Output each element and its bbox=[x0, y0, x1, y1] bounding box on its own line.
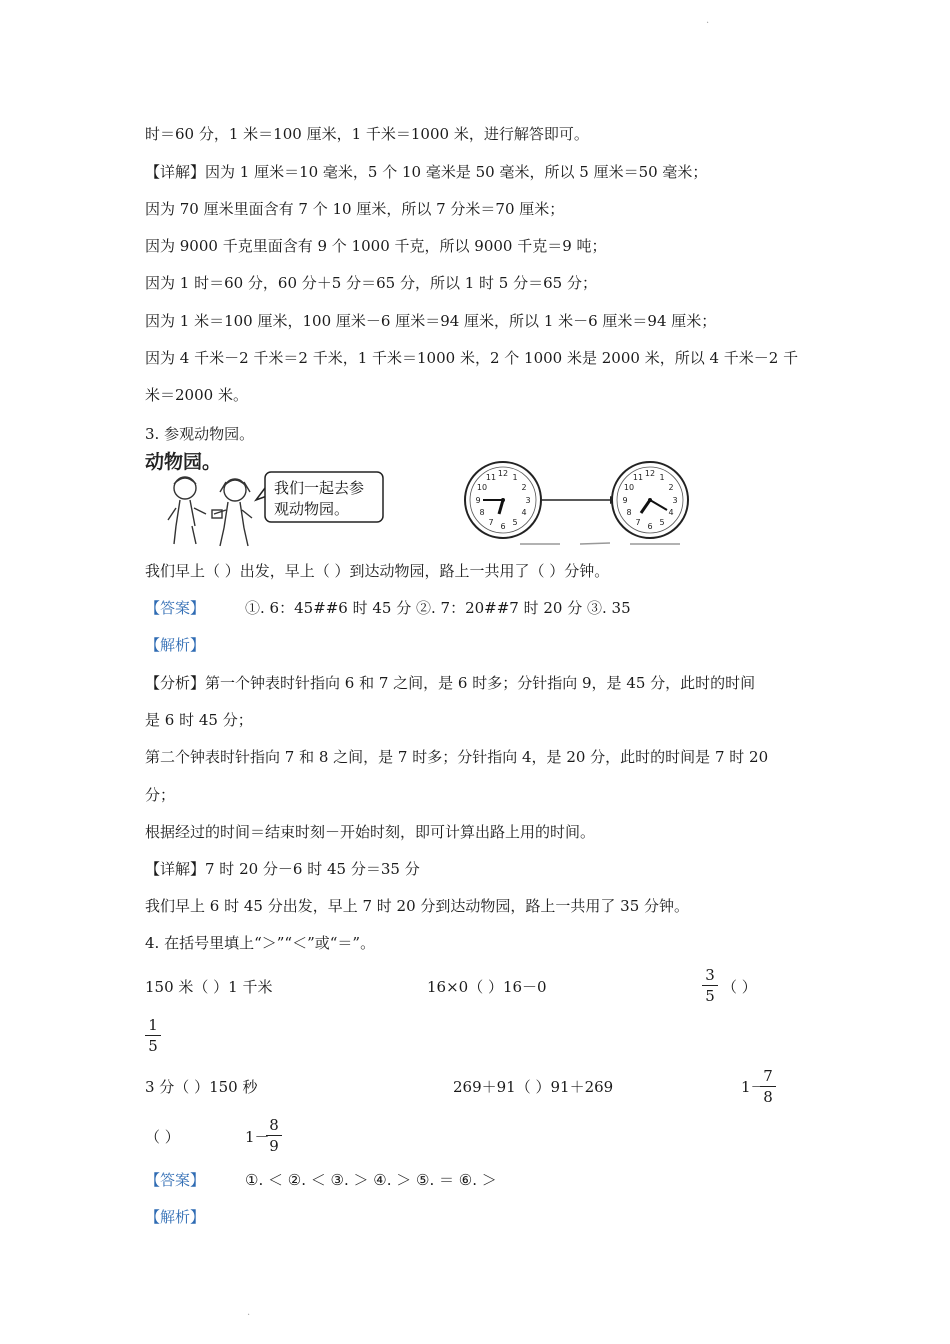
text-line: 分； bbox=[145, 786, 176, 804]
text-line: 因为 4 千米－2 千米＝2 千米，1 千米＝1000 米，2 个 1000 米是 2000 米，所以 4 千米－2 千 bbox=[145, 349, 799, 367]
compare-item-6-right: 1－ bbox=[245, 1128, 270, 1146]
text-line: 因为 1 米＝100 厘米，100 厘米－6 厘米＝94 厘米，所以 1 米－6 厘米＝94 厘米； bbox=[145, 312, 717, 330]
svg-text:6: 6 bbox=[500, 522, 506, 531]
svg-text:2: 2 bbox=[668, 483, 674, 492]
fraction-1-5 bbox=[145, 1016, 161, 1055]
svg-text:10: 10 bbox=[623, 483, 635, 492]
bubble-line-1: 我们一起去参 bbox=[274, 479, 365, 497]
svg-text:5: 5 bbox=[659, 518, 665, 527]
text-line: 因为 70 厘米里面含有 7 个 10 厘米，所以 7 分米＝70 厘米； bbox=[145, 200, 565, 218]
svg-text:4: 4 bbox=[668, 508, 674, 517]
svg-text:4: 4 bbox=[521, 508, 527, 517]
speech-bubble bbox=[256, 472, 383, 522]
scan-smudge bbox=[520, 543, 680, 544]
analysis-tag: 【解析】 bbox=[145, 1208, 206, 1226]
compare-item-5: 269＋91（ ）91＋269 bbox=[453, 1078, 614, 1096]
svg-text:12: 12 bbox=[644, 469, 656, 478]
fraction-numerator: 1 bbox=[148, 1016, 158, 1034]
bubble-line-2: 观动物园。 bbox=[274, 500, 350, 518]
fraction-denominator: 5 bbox=[148, 1037, 158, 1055]
compare-blank: （ ） bbox=[722, 978, 757, 996]
svg-text:1: 1 bbox=[512, 473, 518, 482]
text-line: 时＝60 分，1 米＝100 厘米，1 千米＝1000 米，进行解答即可。 bbox=[145, 125, 589, 143]
text-line: 【详解】因为 1 厘米＝10 毫米，5 个 10 毫米是 50 毫米，所以 5 厘米＝50 毫米； bbox=[145, 163, 708, 181]
svg-text:1: 1 bbox=[659, 473, 665, 482]
scan-mark: · bbox=[706, 18, 710, 29]
compare-item-2: 16×0（ ）16－0 bbox=[427, 978, 547, 996]
fraction-denominator: 8 bbox=[763, 1088, 773, 1106]
fraction-denominator: 9 bbox=[269, 1137, 279, 1155]
clock-1 bbox=[465, 462, 541, 538]
question-3-prompt: 我们早上（ ）出发，早上（ ）到达动物园，路上一共用了（ ）分钟。 bbox=[145, 562, 610, 580]
svg-text:11: 11 bbox=[632, 473, 644, 482]
scan-mark: · bbox=[247, 1310, 251, 1321]
text-line: 因为 1 时＝60 分，60 分＋5 分＝65 分，所以 1 时 5 分＝65 分； bbox=[145, 274, 597, 292]
clock-2 bbox=[612, 462, 688, 538]
svg-text:11: 11 bbox=[485, 473, 497, 482]
svg-text:9: 9 bbox=[475, 496, 481, 505]
svg-text:12: 12 bbox=[497, 469, 509, 478]
text-line: 【分析】第一个钟表时针指向 6 和 7 之间，是 6 时多；分针指向 9，是 45 分，此时的时间 bbox=[145, 674, 756, 692]
question-4-title: 4. 在括号里填上“＞”“＜”或“＝”。 bbox=[145, 934, 376, 952]
svg-text:5: 5 bbox=[512, 518, 518, 527]
heading-fragment: 动物园。 bbox=[145, 451, 222, 473]
text-line: 我们早上 6 时 45 分出发，早上 7 时 20 分到达动物园，路上一共用了 35 分钟。 bbox=[145, 897, 690, 915]
svg-text:8: 8 bbox=[479, 508, 485, 517]
compare-blank: （ ） bbox=[145, 1128, 180, 1146]
svg-text:9: 9 bbox=[622, 496, 628, 505]
zoo-figure bbox=[140, 448, 700, 553]
text-line: 因为 9000 千克里面含有 9 个 1000 千克，所以 9000 千克＝9 吨； bbox=[145, 237, 607, 255]
analysis-tag: 【解析】 bbox=[145, 636, 206, 654]
fraction-3-5 bbox=[702, 966, 718, 1005]
question-3-title: 3. 参观动物园。 bbox=[145, 425, 255, 443]
answer-text: ①. ＜ ②. ＜ ③. ＞ ④. ＞ ⑤. ＝ ⑥. ＞ bbox=[245, 1171, 497, 1189]
fraction-denominator: 5 bbox=[705, 987, 715, 1005]
svg-text:10: 10 bbox=[476, 483, 488, 492]
text-line: 米＝2000 米。 bbox=[145, 386, 248, 404]
children-illustration bbox=[168, 477, 252, 546]
svg-text:3: 3 bbox=[672, 496, 678, 505]
svg-text:7: 7 bbox=[635, 518, 641, 527]
text-line: 【详解】7 时 20 分－6 时 45 分＝35 分 bbox=[145, 860, 420, 878]
answer-text: ①. 6：45##6 时 45 分 ②. 7：20##7 时 20 分 ③. 35 bbox=[245, 599, 631, 617]
fraction-numerator: 7 bbox=[763, 1067, 773, 1085]
compare-item-4: 3 分（ ）150 秒 bbox=[145, 1078, 258, 1096]
svg-text:7: 7 bbox=[488, 518, 494, 527]
text-line: 根据经过的时间＝结束时刻－开始时刻，即可计算出路上用的时间。 bbox=[145, 823, 596, 841]
fraction-numerator: 3 bbox=[705, 966, 715, 984]
compare-item-6-prefix: 1－ bbox=[741, 1078, 766, 1096]
figure-svg bbox=[140, 448, 700, 553]
svg-text:2: 2 bbox=[521, 483, 527, 492]
svg-text:3: 3 bbox=[525, 496, 531, 505]
fraction-8-9 bbox=[266, 1116, 282, 1155]
text-line: 是 6 时 45 分； bbox=[145, 711, 253, 729]
answer-tag: 【答案】 bbox=[145, 1171, 206, 1189]
answer-tag: 【答案】 bbox=[145, 599, 206, 617]
compare-item-1: 150 米（ ）1 千米 bbox=[145, 978, 273, 996]
fraction-7-8 bbox=[760, 1067, 776, 1106]
svg-text:8: 8 bbox=[626, 508, 632, 517]
svg-text:6: 6 bbox=[647, 522, 653, 531]
fraction-numerator: 8 bbox=[269, 1116, 279, 1134]
text-line: 第二个钟表时针指向 7 和 8 之间，是 7 时多；分针指向 4，是 20 分，此时的时间是 7 时 20 bbox=[145, 748, 769, 766]
